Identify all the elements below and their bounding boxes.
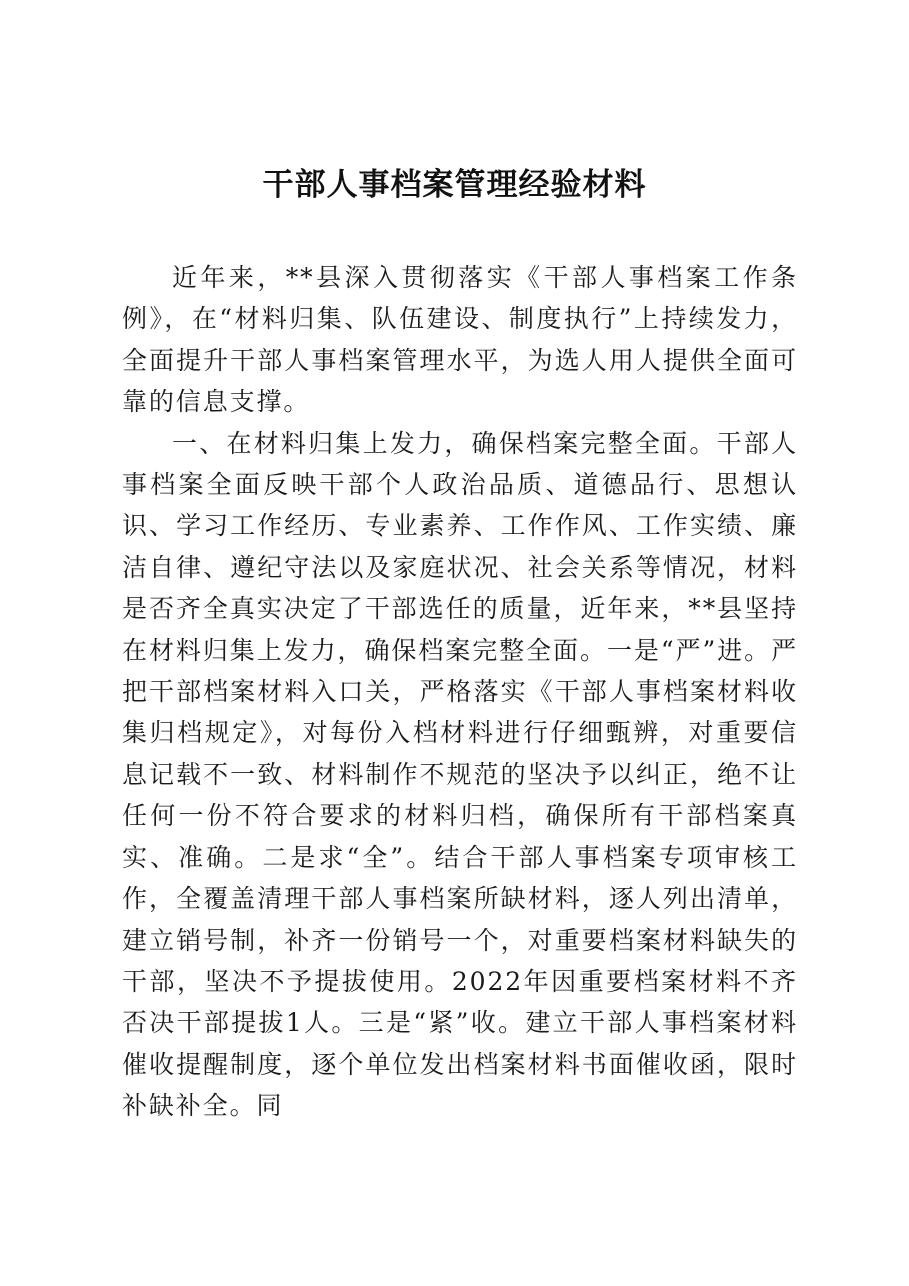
document-title: 干部人事档案管理经验材料 xyxy=(262,167,647,203)
document-body xyxy=(122,257,798,1127)
paragraph-section-one: 一、在材料归集上发力，确保档案完整全面。干部人事档案全面反映干部个人政治品质、道德品行、思想认识、学习工作经历、专业素养、工作作风、工作实绩、廉洁自律、遵纪守法以及家庭状况、社会关系等情况，材料是否齐全真实决定了干部选任的质量，近年来，**县坚持在材料归集上发力，确保档案完整全面。一是“严”进。严把干部档案材料入口关，严格落实《干部人事档案材料收集归档规定》，对每份入档材料进行仔细甄辨，对重要信息记载不一致、材料制作不规范的坚决予以纠正，绝不让任何一份不符合要求的材料归档，确保所有干部档案真实、准确。二是求“全”。结合干部人事档案专项审核工作，全覆盖清理干部人事档案所缺材料，逐人列出清单，建立销号制，补齐一份销号一个，对重要档案材料缺失的干部，坚决不予提拔使用。2022年因重要档案材料不齐否决干部提拔1人。三是“紧”收。建立干部人事档案材料催收提醒制度，逐个单位发出档案材料书面催收函，限时补缺补全。同 xyxy=(122,428,798,1121)
paragraph-intro: 近年来，**县深入贯彻落实《干部人事档案工作条例》，在“材料归集、队伍建设、制度执行”上持续发力，全面提升干部人事档案管理水平，为选人用人提供全面可靠的信息支撑。 xyxy=(122,263,798,417)
